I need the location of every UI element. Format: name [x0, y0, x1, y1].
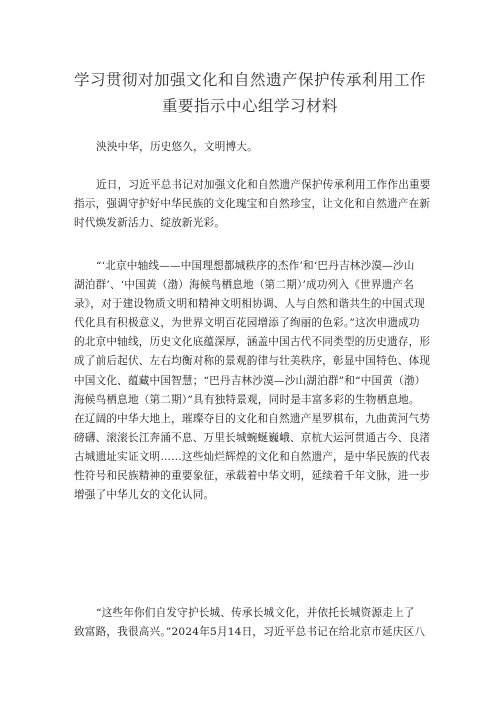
text-line: “这些年你们自发守护长城、传承长城文化，并依托长城资源走上了	[96, 607, 415, 619]
text-line: 古城遗址实证文明……这些灿烂辉煌的文化和自然遗产，是中华民族的代表	[74, 450, 431, 463]
paragraph-4	[74, 604, 444, 642]
title-line-2: 重要指示中心组学习材料	[161, 97, 338, 115]
text-line: 湖泊群’、‘中国黄（渤）海候鸟栖息地（第二期）’成功列入《世界遗产名	[74, 279, 415, 292]
paragraph-3	[74, 257, 444, 505]
text-line: 海候鸟栖息地（第二期）”具有独特景观，同时是丰富多彩的生物栖息地。	[74, 393, 420, 406]
paragraph-2	[74, 176, 444, 233]
text-line: 指示，强调守护好中华民族的文化瑰宝和自然珍宝，让文化和自然遗产在新	[74, 198, 431, 211]
text-line: 近日，习近平总书记对加强文化和自然遗产保护传承利用工作作出重要	[96, 179, 431, 191]
text-line: 磅礴、滚滚长江奔涌不息、万里长城蜿蜒巍峨、京杭大运河贯通古今、良渚	[74, 431, 431, 444]
text-line: 增强了中华儿女的文化认同。	[74, 489, 215, 502]
text-line: 录》，对于建设物质文明和精神文明相协调、人与自然和谐共生的中国式现	[74, 298, 425, 311]
text-line: 的北京中轴线，历史文化底蕴深厚，涵盖中国古代不同类型的历史遗存，形	[74, 336, 431, 349]
text-line: 致富路，我很高兴。”2024年5月14日，习近平总书记在给北京市延庆区八	[74, 626, 426, 639]
paragraph-1	[96, 138, 466, 157]
text-line: 性符号和民族精神的重要象征，承载着中华文明，延续着千年文脉，进一步	[74, 470, 431, 483]
text-line: 泱泱中华，历史悠久，文明博大。	[96, 141, 258, 153]
text-line: “‘北京中轴线——中国理想都城秩序的杰作’和‘巴丹吉林沙漠—沙山	[96, 260, 415, 272]
text-line: 中国文化、蕴藏中国智慧；“巴丹吉林沙漠—沙山湖泊群”和“中国黄（渤）	[74, 374, 426, 387]
text-line: 时代焕发新活力、绽放新光彩。	[74, 217, 226, 230]
text-line: 成了前后起伏、左右均衡对称的景观韵律与壮美秩序，彰显中国特色、体现	[74, 355, 431, 368]
text-line: 在辽阔的中华大地上，璀璨夺目的文化和自然遗产星罗棋布，九曲黄河气势	[74, 412, 431, 425]
text-line: 代化具有积极意义，为世界文明百花园增添了绚丽的色彩。”这次申遗成功	[74, 317, 420, 330]
title-line-1: 学习贯彻对加强文化和自然遗产保护传承利用工作	[73, 71, 426, 89]
